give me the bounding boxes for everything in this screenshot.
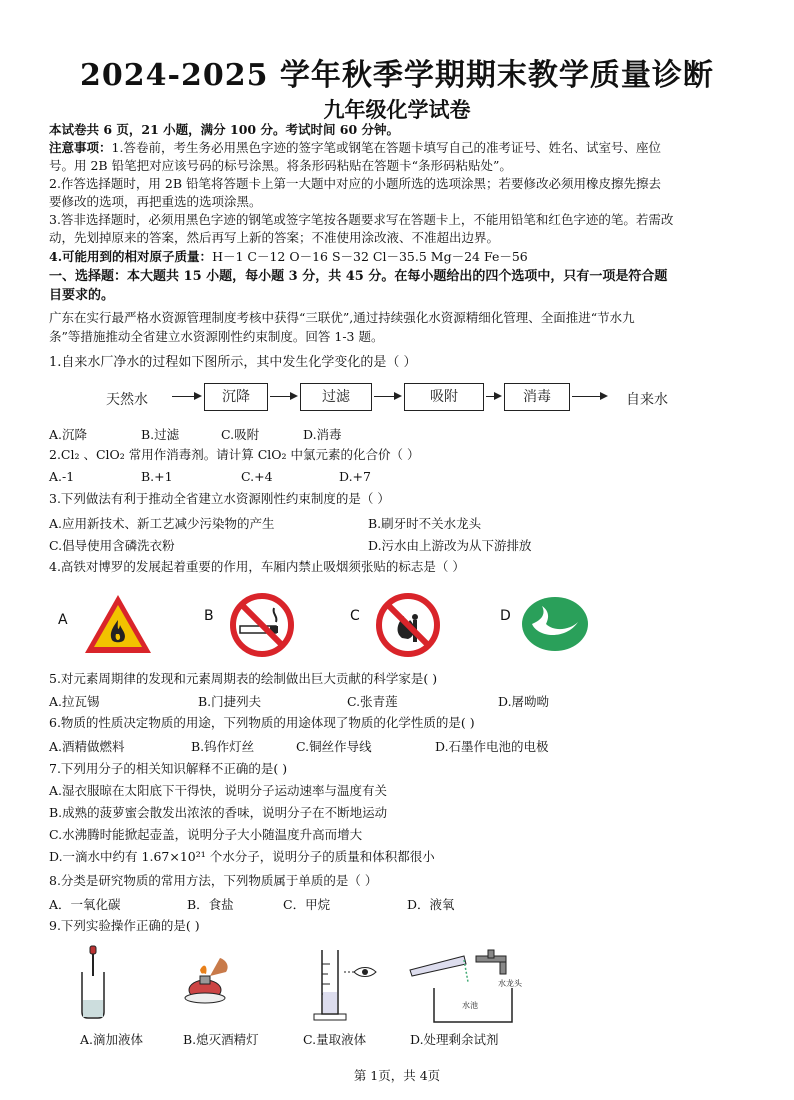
q4-label-b: B xyxy=(204,608,214,624)
q6-stem: 6.物质的性质决定物质的用途，下列物质的用途体现了物质的化学性质的是( ) xyxy=(49,715,475,730)
q8-option-c: C．甲烷 xyxy=(283,897,331,912)
q1-option-b: B.过滤 xyxy=(141,427,180,442)
notice-line-6: 动，先划掉原来的答案，然后再写上新的答案；不准使用涂改液、不准超出边界。 xyxy=(49,230,500,245)
q3-stem: 3.下列做法有利于推动全省建立水资源刚性约束制度的是（ ） xyxy=(49,491,390,506)
context-line-1: 广东在实行最严格水资源管理制度考核中获得“三联优”,通过持续强化水资源精细化管理、全面推进“节水九 xyxy=(49,310,635,325)
no-smoking-sign-icon xyxy=(226,592,298,658)
q9-option-a: A.滴加液体 xyxy=(80,1032,144,1047)
extinguish-alcohol-lamp-icon xyxy=(180,952,246,1008)
q8-option-a: A．一氧化碳 xyxy=(49,897,121,912)
q9-option-d: D.处理剩余试剂 xyxy=(410,1032,499,1047)
q8-option-d: D．液氧 xyxy=(407,897,455,912)
q7-option-d: D.一滴水中约有 1.67×10²¹ 个水分子，说明分子的质量和体积都很小 xyxy=(49,849,435,864)
q3-option-d: D.污水由上游改为从下游排放 xyxy=(368,538,532,553)
notice-text-1: 1.答卷前，考生务必用黑色字迹的签字笔或钢笔在答题卡填写自己的准考证号、姓名、试室号、座位 xyxy=(111,140,661,155)
atomic-mass-values: H－1 C－12 O－16 S－32 Cl－35.5 Mg－24 Fe－56 xyxy=(212,249,528,264)
q8-option-b: B．食盐 xyxy=(187,897,234,912)
q9-option-b: B.熄灭酒精灯 xyxy=(183,1032,259,1047)
no-open-flame-sign-icon xyxy=(372,592,444,658)
flow-arrow xyxy=(270,396,296,397)
flow-step-1: 沉降 xyxy=(204,383,268,411)
q2-option-d: D.+7 xyxy=(339,469,371,484)
q4-label-a: A xyxy=(58,612,68,628)
flow-arrow xyxy=(486,396,500,397)
dispose-reagent-sink-icon xyxy=(404,946,524,1026)
atomic-mass-label: 4.可能用到的相对原子质量： xyxy=(49,249,213,264)
notice-line-5: 3.答非选择题时，必须用黑色字迹的钢笔或签字笔按各题要求写在答题卡上，不能用铅笔和红色字迹的笔。若需改 xyxy=(49,212,674,227)
q5-option-c: C.张青莲 xyxy=(347,694,398,709)
atomic-mass-line xyxy=(49,248,749,266)
flow-start: 天然水 xyxy=(106,392,148,408)
q2-option-a: A.-1 xyxy=(49,469,75,484)
q6-option-b: B.钨作灯丝 xyxy=(191,739,255,754)
q8-stem: 8.分类是研究物质的常用方法，下列物质属于单质的是（ ） xyxy=(49,873,378,888)
q3-option-a: A.应用新技术、新工艺减少污染物的产生 xyxy=(49,516,275,531)
q5-option-a: A.拉瓦锡 xyxy=(49,694,100,709)
q2-option-b: B.+1 xyxy=(141,469,173,484)
q2-option-c: C.+4 xyxy=(241,469,273,484)
q4-label-d: D xyxy=(500,608,511,624)
flow-step-2: 过滤 xyxy=(300,383,372,411)
q6-option-c: C.铜丝作导线 xyxy=(296,739,372,754)
q6-option-a: A.酒精做燃料 xyxy=(49,739,125,754)
flow-arrow xyxy=(172,396,200,397)
q5-option-d: D.屠呦呦 xyxy=(498,694,550,709)
q5-stem: 5.对元素周期律的发现和元素周期表的绘制做出巨大贡献的科学家是( ) xyxy=(49,671,438,686)
q3-option-b: B.刷牙时不关水龙头 xyxy=(368,516,482,531)
q7-stem: 7.下列用分子的相关知识解释不正确的是( ) xyxy=(49,761,288,776)
q1-option-c: C.吸附 xyxy=(221,427,260,442)
q4-label-c: C xyxy=(350,608,360,624)
q7-option-c: C.水沸腾时能掀起壶盖，说明分子大小随温度升高而增大 xyxy=(49,827,363,842)
notice-label: 注意事项： xyxy=(49,140,112,155)
q1-stem: 1.自来水厂净水的过程如下图所示，其中发生化学变化的是（ ） xyxy=(49,355,417,370)
faucet-label: 水龙头 xyxy=(498,979,522,988)
notice-line-4: 要修改的选项，再把重选的选项涂黑。 xyxy=(49,194,262,209)
flow-arrow xyxy=(374,396,400,397)
graduated-cylinder-icon xyxy=(308,944,388,1024)
water-saving-logo-icon xyxy=(520,594,590,654)
q2-stem: 2.Cl₂ 、ClO₂ 常用作消毒剂。请计算 ClO₂ 中氯元素的化合价（ ） xyxy=(49,447,420,462)
context-line-2: 条”等措施推动全省建立水资源刚性约束制度。回答 1-3 题。 xyxy=(49,329,384,344)
q5-option-b: B.门捷列夫 xyxy=(198,694,262,709)
water-flow-diagram xyxy=(100,383,720,413)
q4-stem: 4.高铁对博罗的发展起着重要的作用，车厢内禁止吸烟须张贴的标志是（ ） xyxy=(49,559,465,574)
flammable-warning-icon xyxy=(82,592,154,656)
sink-label: 水池 xyxy=(462,1001,478,1010)
flow-arrow xyxy=(572,396,606,397)
q9-option-c: C.量取液体 xyxy=(303,1032,367,1047)
page-footer: 第 1页，共 4页 xyxy=(353,1068,441,1083)
notice-line-3: 2.作答选择题时，用 2B 铅笔将答题卡上第一大题中对应的小题所选的选项涂黑；若要修改必须用橡皮擦先擦去 xyxy=(49,176,662,191)
section1-title-2: 目要求的。 xyxy=(49,288,115,303)
notice-line-1 xyxy=(49,139,749,157)
page-title: 2024-2025 学年秋季学期期末教学质量诊断 xyxy=(80,58,714,93)
section1-title-1: 一、选择题：本大题共 15 小题，每小题 3 分，共 45 分。在每小题给出的四个选项中，只有一项是符合题 xyxy=(49,269,668,284)
q7-option-a: A.湿衣服晾在太阳底下干得快，说明分子运动速率与温度有关 xyxy=(49,783,388,798)
q7-option-b: B.成熟的菠萝蜜会散发出浓浓的香味，说明分子在不断地运动 xyxy=(49,805,388,820)
flow-step-4: 消毒 xyxy=(504,383,570,411)
q1-option-d: D.消毒 xyxy=(303,427,342,442)
dropper-test-tube-icon xyxy=(70,942,116,1020)
flow-step-3: 吸附 xyxy=(404,383,484,411)
page-subtitle: 九年级化学试卷 xyxy=(323,97,471,122)
flow-end: 自来水 xyxy=(626,392,668,408)
q1-option-a: A.沉降 xyxy=(49,427,88,442)
notice-line-2: 号。用 2B 铅笔把对应该号码的标号涂黑。将条形码粘贴在答题卡“条形码粘贴处”。 xyxy=(49,158,512,173)
q3-option-c: C.倡导使用含磷洗衣粉 xyxy=(49,538,175,553)
q9-stem: 9.下列实验操作正确的是( ) xyxy=(49,918,200,933)
intro-line: 本试卷共 6 页，21 小题，满分 100 分。考试时间 60 分钟。 xyxy=(49,122,400,137)
q6-option-d: D.石墨作电池的电极 xyxy=(435,739,549,754)
